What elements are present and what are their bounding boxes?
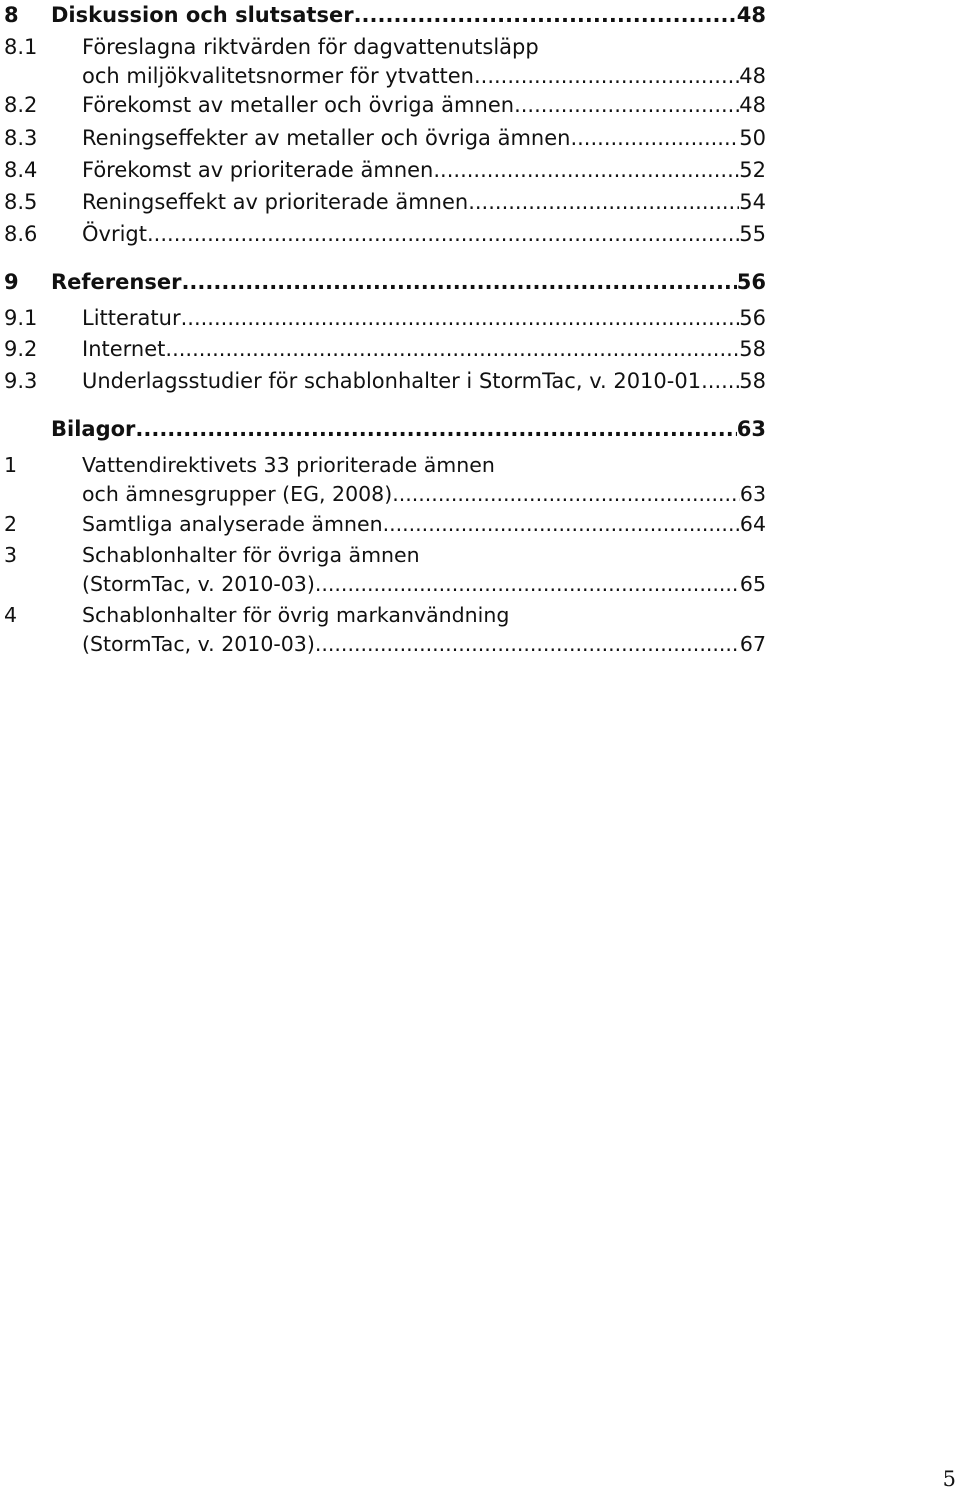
toc-entry-line: [51, 414, 766, 444]
toc-entry-title-line1: Schablonhalter för övriga ämnen: [82, 543, 420, 567]
toc-leader-dots: [315, 569, 740, 599]
toc-leader-dots: [570, 123, 739, 153]
toc-entry-title: Bilagor: [51, 417, 136, 441]
toc-entry-9-3[interactable]: [0, 366, 766, 396]
toc-leader-dots: [135, 414, 736, 444]
toc-entry-title-line2: och miljökvalitetsnormer för ytvatten: [82, 64, 474, 88]
toc-entry-page: 65: [739, 572, 766, 596]
toc-entry-title: Referenser: [51, 270, 182, 294]
toc-entry-title-line1: Föreslagna riktvärden för dagvattenutsläpp: [82, 35, 539, 59]
toc-entry-line: [82, 479, 766, 509]
toc-entry-line: [82, 61, 766, 91]
toc-entry-appendix-3-continuation[interactable]: [0, 569, 766, 599]
toc-entry-title-line2: (StormTac, v. 2010-03): [82, 632, 315, 656]
toc-entry-title: Övrigt: [82, 222, 147, 246]
toc-leader-dots: [181, 303, 740, 333]
toc-entry-chapter-8[interactable]: [0, 0, 766, 30]
page-number: 5: [942, 1467, 956, 1491]
toc-entry-appendix-1-continuation[interactable]: [0, 479, 766, 509]
toc-entry-page: 63: [736, 417, 766, 441]
toc-entry-8-1-continuation[interactable]: [0, 61, 766, 91]
toc-entry-line: [51, 267, 766, 297]
toc-entry-page: 58: [739, 337, 766, 361]
toc-leader-dots: [354, 0, 737, 30]
toc-entry-line: [82, 366, 766, 396]
toc-entry-page: 56: [736, 270, 766, 294]
toc-entry-appendix-4-continuation[interactable]: [0, 629, 766, 659]
toc-leader-dots: [147, 219, 739, 249]
toc-entry-line: [82, 123, 766, 153]
toc-entry-number: 9.2: [4, 337, 38, 361]
toc-entry-title: Förekomst av metaller och övriga ämnen: [82, 93, 515, 117]
toc-entry-title: Diskussion och slutsatser: [51, 3, 354, 27]
toc-entry-8-3[interactable]: [0, 123, 766, 153]
toc-entry-line: [82, 90, 766, 120]
toc-entry-title: Reningseffekter av metaller och övriga ämnen: [82, 126, 571, 150]
toc-entry-number: 8.3: [4, 126, 38, 150]
toc-entry-title: Litteratur: [82, 306, 181, 330]
toc-entry-line: [82, 219, 766, 249]
toc-entry-bilagor[interactable]: [0, 414, 766, 444]
toc-entry-number: 9.3: [4, 369, 38, 393]
toc-entry-9-2[interactable]: [0, 334, 766, 364]
toc-entry-title: Internet: [82, 337, 166, 361]
toc-leader-dots: [474, 61, 739, 91]
toc-entry-page: 54: [739, 190, 766, 214]
toc-entry-page: 48: [736, 3, 766, 27]
toc-entry-line: [82, 629, 766, 659]
toc-entry-title: Samtliga analyserade ämnen: [82, 512, 383, 536]
toc-entry-chapter-9[interactable]: [0, 267, 766, 297]
toc-entry-number: 2: [4, 512, 18, 536]
toc-leader-dots: [701, 366, 739, 396]
toc-entry-title: Underlagsstudier för schablonhalter i StormTac, v. 2010-01: [82, 369, 702, 393]
toc-entry-number: 9.1: [4, 306, 38, 330]
toc-entry-8-2[interactable]: [0, 90, 766, 120]
toc-entry-line: [82, 187, 766, 217]
toc-entry-number: 8: [4, 3, 19, 27]
toc-entry-appendix-1[interactable]: [0, 450, 766, 480]
toc-entry-page: 64: [739, 512, 766, 536]
toc-entry-8-6[interactable]: [0, 219, 766, 249]
toc-entry-line: [82, 569, 766, 599]
toc-entry-page: 48: [739, 64, 766, 88]
toc-entry-appendix-3[interactable]: [0, 540, 766, 570]
toc-entry-page: 50: [739, 126, 766, 150]
toc-entry-number: 8.5: [4, 190, 38, 214]
toc-entry-title-line2: (StormTac, v. 2010-03): [82, 572, 315, 596]
toc-entry-8-4[interactable]: [0, 155, 766, 185]
toc-entry-8-5[interactable]: [0, 187, 766, 217]
toc-leader-dots: [392, 479, 740, 509]
toc-leader-dots: [165, 334, 739, 364]
toc-entry-title-line1: Schablonhalter för övrig markanvändning: [82, 603, 510, 627]
toc-entry-title-line2: och ämnesgrupper (EG, 2008): [82, 482, 393, 506]
toc-entry-line: [82, 155, 766, 185]
toc-entry-number: 8.4: [4, 158, 38, 182]
toc-entry-page: 63: [739, 482, 766, 506]
toc-entry-page: 58: [739, 369, 766, 393]
toc-entry-number: 3: [4, 543, 18, 567]
toc-entry-number: 9: [4, 270, 19, 294]
toc-leader-dots: [433, 155, 739, 185]
toc-entry-page: 55: [739, 222, 766, 246]
toc-entry-appendix-4[interactable]: [0, 600, 766, 630]
toc-entry-page: 48: [739, 93, 766, 117]
toc-leader-dots: [468, 187, 739, 217]
toc-leader-dots: [181, 267, 736, 297]
toc-entry-number: 1: [4, 453, 18, 477]
toc-entry-number: 8.2: [4, 93, 38, 117]
toc-leader-dots: [383, 509, 740, 539]
toc-entry-line: [82, 509, 766, 539]
toc-entry-line: [82, 303, 766, 333]
toc-entry-title-line1: Vattendirektivets 33 prioriterade ämnen: [82, 453, 495, 477]
toc-leader-dots: [514, 90, 739, 120]
toc-entry-page: 56: [739, 306, 766, 330]
toc-entry-number: 8.6: [4, 222, 38, 246]
toc-entry-number: 8.1: [4, 35, 38, 59]
toc-entry-line: [51, 0, 766, 30]
toc-entry-8-1[interactable]: [0, 32, 766, 62]
toc-entry-page: 67: [739, 632, 766, 656]
toc-entry-appendix-2[interactable]: [0, 509, 766, 539]
toc-leader-dots: [315, 629, 740, 659]
toc-entry-title: Reningseffekt av prioriterade ämnen: [82, 190, 469, 214]
toc-entry-page: 52: [739, 158, 766, 182]
toc-entry-number: 4: [4, 603, 18, 627]
toc-entry-9-1[interactable]: [0, 303, 766, 333]
toc-entry-title: Förekomst av prioriterade ämnen: [82, 158, 434, 182]
toc-entry-line: [82, 334, 766, 364]
